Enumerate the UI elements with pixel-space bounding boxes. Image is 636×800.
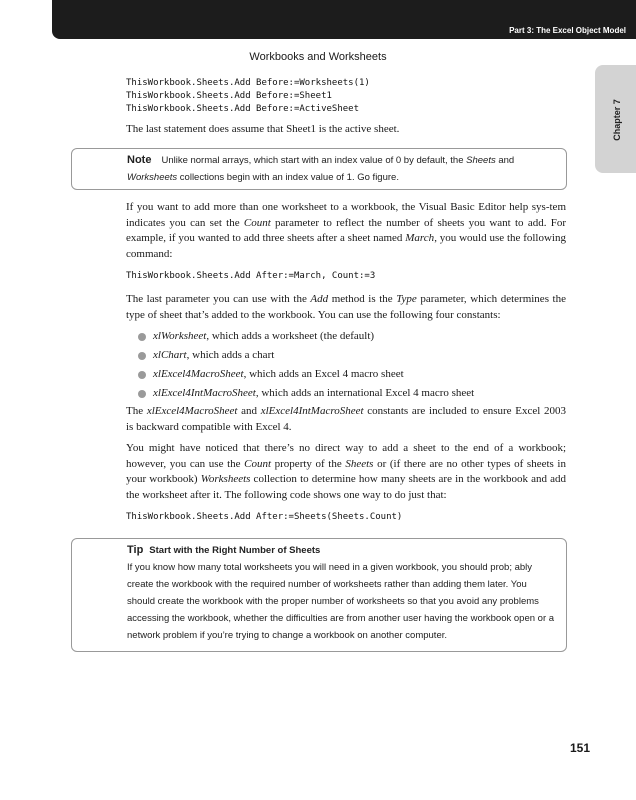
italic-term: March xyxy=(405,232,435,244)
paragraph-4 xyxy=(126,404,566,435)
tip-label: Tip xyxy=(127,544,144,556)
part-title: Part 3: The Excel Object Model xyxy=(509,26,626,35)
chapter-label-text: Chapter 7 xyxy=(612,99,622,141)
text-run: The last parameter you can use with the xyxy=(126,293,311,305)
bullet-text: , which adds a worksheet (the default) xyxy=(206,330,375,342)
italic-term: Sheets xyxy=(345,457,374,470)
tip-box xyxy=(71,538,567,652)
italic-term: xlExcel4MacroSheet xyxy=(146,405,238,417)
italic-term: Count xyxy=(244,457,272,470)
italic-term: xlExcel4IntMacroSheet xyxy=(260,405,364,417)
text-run: and xyxy=(237,405,261,417)
list-item xyxy=(138,365,474,384)
note-italic-worksheets: Worksheets xyxy=(127,172,178,183)
text-run: , you would use the following command: xyxy=(126,232,566,260)
italic-term: Count xyxy=(243,216,271,229)
bullet-term: xlChart xyxy=(153,349,187,361)
note-text-part: collections begin with an index value of 1. Go figure. xyxy=(177,172,399,183)
paragraph-1: The last statement does assume that Sheet1 is the active sheet. xyxy=(126,123,400,135)
list-item xyxy=(138,346,474,365)
code-line: ThisWorkbook.Sheets.Add Before:=ActiveSheet xyxy=(126,104,359,114)
text-run: You might have noticed that there’s no direct way to add a sheet to the end of a workbook; however, you can use the xyxy=(126,442,566,470)
text-run: method is the xyxy=(328,293,397,305)
list-item xyxy=(138,384,474,403)
note-label: Note xyxy=(127,154,152,166)
code-line: ThisWorkbook.Sheets.Add Before:=Worksheets(1) xyxy=(126,78,370,88)
bullet-icon xyxy=(138,371,146,379)
paragraph-3 xyxy=(126,292,566,323)
text-run: parameter to reflect the number of sheets you want to add. For example, if you wanted to add three sheets after a sheet named xyxy=(126,216,566,244)
bullet-text: , which adds an Excel 4 macro sheet xyxy=(243,368,404,380)
bullet-text: , which adds a chart xyxy=(186,349,275,361)
text-run: or (if there are no other types of sheets in your workbook) xyxy=(126,457,566,485)
bullet-icon xyxy=(138,390,146,398)
text-run: parameter, which determines the type of sheet that’s added to the workbook. You can use the following four constants: xyxy=(126,293,566,321)
bullet-term: xlWorksheet xyxy=(153,330,207,342)
note-text-part: Unlike normal arrays, which start with an index value of 0 by default, the xyxy=(161,155,467,166)
paragraph-2 xyxy=(126,200,566,262)
bullet-term: xlExcel4MacroSheet xyxy=(153,368,244,380)
bullet-term: xlExcel4IntMacroSheet xyxy=(153,387,256,399)
bullet-icon xyxy=(138,333,146,341)
italic-term: Type xyxy=(396,293,417,305)
tip-heading xyxy=(127,542,557,559)
bullet-icon xyxy=(138,352,146,360)
note-box xyxy=(71,148,567,190)
section-title: Workbooks and Worksheets xyxy=(249,51,387,63)
note-text xyxy=(127,152,552,186)
chapter-tab xyxy=(595,65,636,173)
italic-term: Worksheets xyxy=(200,473,251,485)
chapter-label xyxy=(602,85,632,155)
text-run: collection to determine how many sheets are in the workbook and add the worksheet after it. The following code shows one way to do just that: xyxy=(126,473,567,501)
note-italic-sheets: Sheets xyxy=(466,155,496,166)
paragraph-5 xyxy=(126,441,566,503)
italic-term: Add xyxy=(310,293,329,305)
text-run: property of the xyxy=(271,457,346,470)
tip-body: If you know how many total worksheets you will need in a given workbook, you should prob; ably create the workbook with the required number of worksheets rather than adding them later. You should create the workbook with the proper number of worksheets so that you avoid any problems accessing the workbook, whether the difficulties are from another user having the workbook open or a network problem if you’re trying to change a workbook on another computer. xyxy=(127,562,555,641)
code-line: ThisWorkbook.Sheets.Add Before:=Sheet1 xyxy=(126,91,332,101)
bullet-text: , which adds an international Excel 4 macro sheet xyxy=(255,387,475,399)
text-run: constants are included to ensure Excel 2003 is backward compatible with Excel 4. xyxy=(126,405,566,433)
text-run: If you want to add more than one worksheet to a workbook, the Visual Basic Editor help sys-tem indicates you can set the xyxy=(126,201,566,229)
code-line-2: ThisWorkbook.Sheets.Add After:=March, Count:=3 xyxy=(126,271,376,281)
tip-title: Start with the Right Number of Sheets xyxy=(149,545,321,556)
text-run: The xyxy=(126,405,147,417)
list-item xyxy=(138,327,474,346)
code-line-3: ThisWorkbook.Sheets.Add After:=Sheets(Sheets.Count) xyxy=(126,512,403,522)
page-number: 151 xyxy=(570,741,591,755)
tip-content xyxy=(127,542,557,644)
constants-list xyxy=(138,327,474,403)
note-text-part: and xyxy=(495,155,515,166)
code-block-1 xyxy=(126,77,370,116)
header-bar xyxy=(52,0,636,39)
